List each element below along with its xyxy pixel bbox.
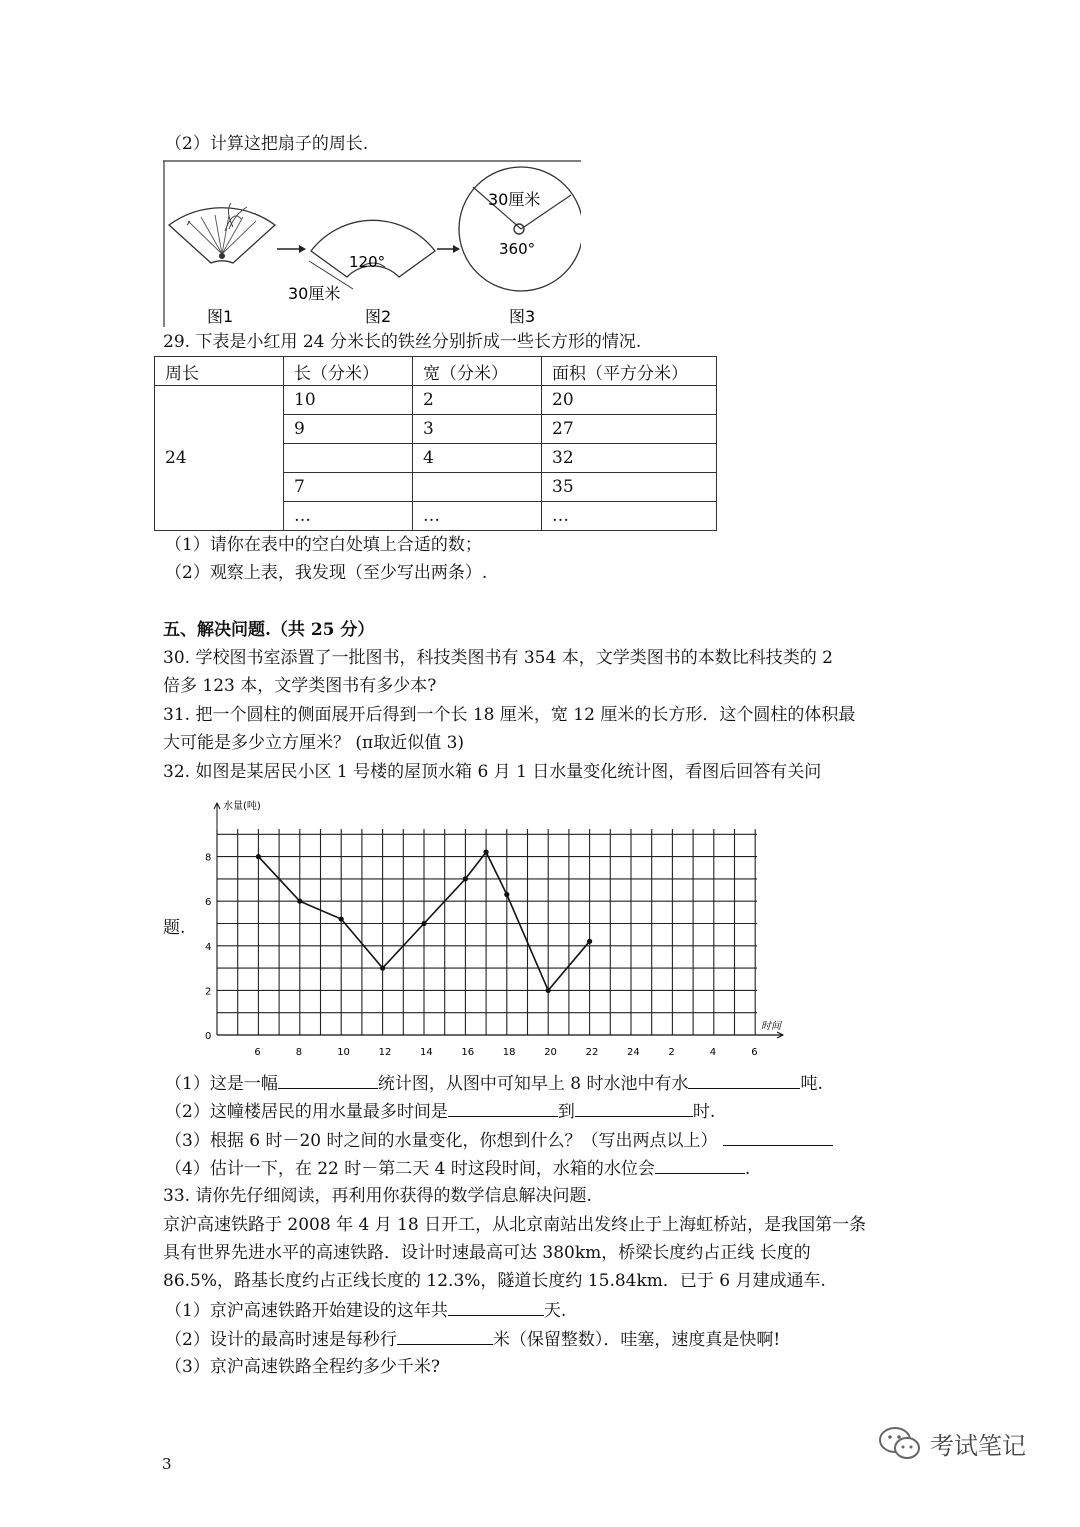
- perimeter-cell: 24: [155, 386, 284, 531]
- x-tick-label: 6: [254, 1047, 261, 1058]
- x-axis-label: 时间: [761, 1021, 781, 1032]
- data-point: [546, 988, 551, 993]
- length-cell: 10: [284, 386, 413, 415]
- q32-line1: 32. 如图是某居民小区 1 号楼的屋顶水箱 6 月 1 日水量变化统计图，看图后回答有关问: [163, 762, 822, 782]
- sector-radius-label: 30厘米: [288, 284, 341, 303]
- circle-drawing-icon: [459, 167, 581, 291]
- q32-part1-text-b: 统计图，从图中可知早上 8 时水池中有水: [377, 1074, 689, 1094]
- water-level-chart: [195, 795, 795, 1060]
- fig2-caption: 图2: [365, 307, 392, 326]
- q30-line2: 倍多 123 本，文学类图书有多少本?: [163, 676, 437, 696]
- q32-part2-text-b: 到: [557, 1102, 575, 1122]
- q32-part1-text-a: （1）这是一幅: [165, 1074, 278, 1094]
- data-point: [421, 921, 426, 926]
- ellipsis-cell: …: [284, 502, 413, 531]
- q32-part1: [165, 1070, 823, 1096]
- fig1-caption: 图1: [207, 307, 234, 326]
- rectangle-table: [154, 356, 717, 531]
- q33-part2-text-b: 米（保留整数）．哇塞，速度真是快啊!: [492, 1330, 781, 1350]
- q32-part3: [165, 1127, 833, 1153]
- ellipsis-cell: …: [413, 502, 542, 531]
- q33-part1-text-b: 天.: [543, 1301, 567, 1321]
- answer-blank[interactable]: [448, 1297, 544, 1316]
- width-cell: 3: [413, 415, 542, 444]
- q32-part4: [165, 1155, 750, 1181]
- fan-drawing-icon: [169, 203, 275, 263]
- area-cell: 32: [542, 444, 717, 473]
- table-header: 面积（平方分米）: [542, 357, 717, 386]
- x-tick-label: 6: [751, 1047, 758, 1058]
- answer-blank[interactable]: [723, 1127, 833, 1146]
- q32-part4-text-b: .: [744, 1159, 751, 1179]
- q29-part2: （2）观察上表，我发现（至少写出两条）.: [165, 563, 488, 583]
- q32-part3-text: （3）根据 6 时－20 时之间的水量变化，你想到什么？（写出两点以上）: [165, 1131, 718, 1151]
- watermark: [878, 1425, 1026, 1461]
- wechat-icon: [878, 1425, 922, 1461]
- answer-blank[interactable]: [688, 1070, 800, 1089]
- data-point: [297, 899, 302, 904]
- y-tick-label: 4: [205, 941, 212, 953]
- x-tick-label: 14: [420, 1047, 433, 1058]
- ellipsis-cell: …: [542, 502, 717, 531]
- q29-title: 29. 下表是小红用 24 分米长的铁丝分别折成一些长方形的情况.: [163, 332, 642, 352]
- table-header: 长（分米）: [284, 357, 413, 386]
- watermark-text: 考试笔记: [930, 1431, 1026, 1460]
- q33-text-line3: 86.5%，路基长度约占正线长度的 12.3%，隧道长度约 15.84km．已于 6 月建成通车.: [163, 1271, 826, 1291]
- page-number: 3: [162, 1455, 172, 1473]
- q30-line1: 30. 学校图书室添置了一批图书，科技类图书有 354 本，文学类图书的本数比科技类的 2: [163, 648, 833, 668]
- q29-part1: （1）请你在表中的空白处填上合适的数；: [165, 535, 482, 555]
- q32-part4-text-a: （4）估计一下，在 22 时－第二天 4 时这段时间，水箱的水位会: [165, 1159, 655, 1179]
- q28-part2: （2）计算这把扇子的周长.: [165, 134, 369, 154]
- x-tick-label: 8: [295, 1047, 303, 1058]
- q33-text-line1: 京沪高速铁路于 2008 年 4 月 18 日开工，从北京南站出发终止于上海虹桥站，是我国第一条: [163, 1215, 867, 1235]
- area-cell: 27: [542, 415, 717, 444]
- data-point: [484, 850, 489, 855]
- section-title: 五、解决问题.（共 25 分）: [163, 620, 375, 640]
- y-tick-label: 6: [205, 897, 212, 909]
- table-header-row: [155, 357, 717, 386]
- y-tick-label: 8: [205, 852, 212, 864]
- area-cell: 35: [542, 473, 717, 502]
- data-point: [587, 939, 592, 944]
- width-cell-blank[interactable]: [413, 473, 542, 502]
- q32-line2: 题.: [163, 918, 186, 938]
- sector-angle-label: 120°: [349, 253, 386, 271]
- q32-part2-text-c: 时.: [692, 1102, 716, 1122]
- table-header: 周长: [155, 357, 284, 386]
- length-cell: 9: [284, 415, 413, 444]
- data-point: [339, 916, 344, 921]
- q32-part1-text-c: 吨.: [800, 1074, 823, 1094]
- fig3-caption: 图3: [509, 307, 536, 326]
- x-tick-label: 4: [709, 1047, 717, 1058]
- q31-line1: 31. 把一个圆柱的侧面展开后得到一个长 18 厘米，宽 12 厘米的长方形．这个圆柱的体积最: [163, 705, 856, 725]
- length-cell: 7: [284, 473, 413, 502]
- x-tick-label: 18: [502, 1047, 516, 1058]
- q32-part2-text-a: （2）这幢楼居民的用水量最多时间是: [165, 1102, 448, 1122]
- y-tick-label: 0: [205, 1031, 212, 1042]
- table-header: 宽（分米）: [413, 357, 542, 386]
- x-tick-label: 22: [585, 1047, 599, 1058]
- width-cell: 2: [413, 386, 542, 415]
- x-tick-label: 12: [378, 1047, 392, 1058]
- x-tick-label: 24: [627, 1047, 640, 1058]
- data-point: [463, 876, 468, 881]
- x-tick-label: 2: [668, 1047, 675, 1058]
- fan-figures: [163, 159, 581, 327]
- q33-part1-text-a: （1）京沪高速铁路开始建设的这年共: [165, 1301, 448, 1321]
- circle-angle-label: 360°: [499, 240, 536, 258]
- data-point: [256, 854, 261, 859]
- length-cell-blank[interactable]: [284, 444, 413, 473]
- q33-part2: [165, 1326, 780, 1352]
- q32-part2: [165, 1098, 715, 1124]
- answer-blank[interactable]: [655, 1155, 745, 1174]
- circle-radius-label: 30厘米: [488, 190, 541, 209]
- answer-blank[interactable]: [278, 1070, 378, 1089]
- q33-text-line2: 具有世界先进水平的高速铁路．设计时速最高可达 380km，桥梁长度约占正线 长度的: [163, 1243, 811, 1263]
- answer-blank[interactable]: [575, 1098, 693, 1117]
- data-point: [380, 966, 385, 971]
- width-cell: 4: [413, 444, 542, 473]
- q33-part2-text-a: （2）设计的最高时速是每秒行: [165, 1330, 397, 1350]
- table-row: [155, 386, 717, 415]
- q33-part3: （3）京沪高速铁路全程约多少千米?: [165, 1357, 440, 1377]
- x-tick-label: 16: [461, 1047, 475, 1058]
- y-tick-label: 2: [205, 986, 212, 998]
- x-tick-label: 10: [337, 1047, 350, 1058]
- area-cell: 20: [542, 386, 717, 415]
- y-axis-label: 水量(吨): [223, 801, 261, 812]
- q33-part1: [165, 1297, 566, 1323]
- data-point: [504, 892, 509, 897]
- answer-blank[interactable]: [397, 1326, 493, 1345]
- x-tick-label: 20: [544, 1047, 557, 1058]
- q33-title: 33. 请你先仔细阅读，再利用你获得的数学信息解决问题.: [163, 1186, 592, 1206]
- q31-line2: 大可能是多少立方厘米？ (π取近似值 3): [163, 733, 465, 753]
- answer-blank[interactable]: [448, 1098, 558, 1117]
